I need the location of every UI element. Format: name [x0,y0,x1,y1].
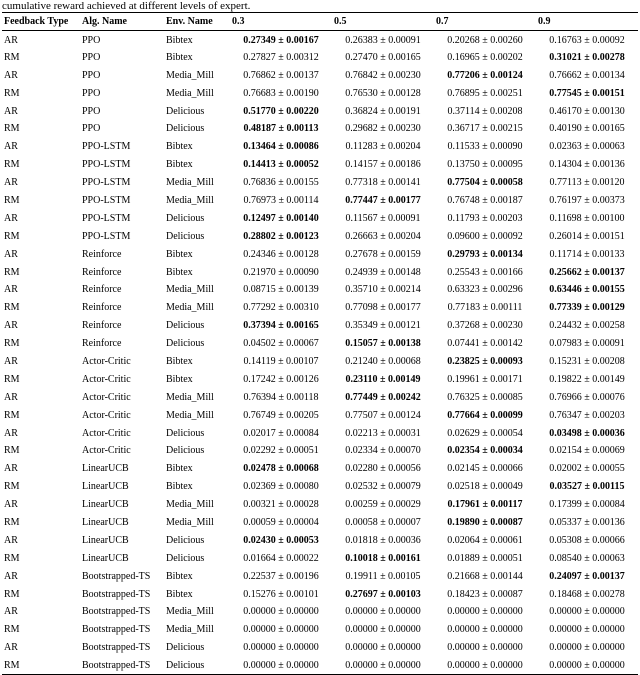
feedback-type-cell: AR [4,320,18,332]
value-cell: 0.02154 ± 0.00069 [549,445,625,457]
env-name-cell: Delicious [166,534,205,546]
value-cell: 0.00321 ± 0.00028 [243,499,319,511]
table-row [2,478,638,496]
env-name-cell: Media_Mill [166,69,214,81]
env-name-cell: Bibtex [166,248,193,260]
env-name-cell: Bibtex [166,373,193,385]
env-name-cell: Delicious [166,552,205,564]
value-cell: 0.02518 ± 0.00049 [447,481,523,493]
value-cell: 0.07983 ± 0.00091 [549,338,625,350]
table-row [2,621,638,639]
value-cell: 0.17399 ± 0.00084 [549,499,625,511]
alg-name-cell: PPO [82,34,101,46]
alg-name-cell: Bootstrapped-TS [82,588,151,600]
value-cell: 0.01889 ± 0.00051 [447,552,523,564]
value-cell: 0.76662 ± 0.00134 [549,69,625,81]
table-row [2,317,638,335]
alg-name-cell: PPO-LSTM [82,194,131,206]
alg-name-cell: Actor-Critic [82,427,131,439]
value-cell: 0.01818 ± 0.00036 [345,534,421,546]
value-cell: 0.00000 ± 0.00000 [447,606,523,618]
alg-name-cell: LinearUCB [82,552,129,564]
value-cell: 0.02363 ± 0.00063 [549,141,625,153]
alg-name-cell: Reinforce [82,266,122,278]
table-body [2,31,638,675]
feedback-type-cell: AR [4,69,18,81]
value-cell: 0.16763 ± 0.00092 [549,34,625,46]
env-name-cell: Bibtex [166,481,193,493]
table-row [2,567,638,585]
value-cell: 0.26014 ± 0.00151 [549,230,625,242]
value-cell: 0.77206 ± 0.00124 [447,69,523,81]
alg-name-cell: PPO-LSTM [82,212,131,224]
value-cell: 0.11698 ± 0.00100 [549,212,625,224]
table-row [2,370,638,388]
env-name-cell: Bibtex [166,141,193,153]
feedback-type-cell: RM [4,123,20,135]
table-row [2,353,638,371]
env-name-cell: Delicious [166,427,205,439]
env-name-cell: Bibtex [166,588,193,600]
table-row [2,192,638,210]
value-cell: 0.05308 ± 0.00066 [549,534,625,546]
env-name-cell: Media_Mill [166,284,214,296]
alg-name-cell: Bootstrapped-TS [82,624,151,636]
table-row [2,209,638,227]
alg-name-cell: Bootstrapped-TS [82,606,151,618]
value-cell: 0.00000 ± 0.00000 [243,642,319,654]
alg-name-cell: Bootstrapped-TS [80,657,164,675]
value-cell: 0.40190 ± 0.00165 [549,123,625,135]
value-cell: 0.11793 ± 0.00203 [447,212,523,224]
env-name-cell: Delicious [166,212,205,224]
feedback-type-cell: RM [4,481,20,493]
feedback-type-cell: RM [4,516,20,528]
alg-name-cell: Actor-Critic [82,409,131,421]
value-cell: 0.00000 ± 0.00000 [345,606,421,618]
alg-name-cell: Actor-Critic [82,373,131,385]
value-cell: 0.24346 ± 0.00128 [243,248,319,260]
feedback-type-cell: AR [4,284,18,296]
env-name-cell: Delicious [166,642,205,654]
value-cell: 0.76683 ± 0.00190 [243,87,319,99]
table-row [2,603,638,621]
alg-name-cell: Reinforce [82,284,122,296]
alg-name-cell: PPO-LSTM [82,141,131,153]
value-cell: 0.14157 ± 0.00186 [345,159,421,171]
value-cell: 0.77098 ± 0.00177 [345,302,421,314]
value-cell: 0.11567 ± 0.00091 [345,212,421,224]
value-cell: 0.35710 ± 0.00214 [345,284,421,296]
value-cell: 0.17242 ± 0.00126 [243,373,319,385]
value-cell: 0.00000 ± 0.00000 [345,642,421,654]
value-cell: 0.76197 ± 0.00373 [549,194,625,206]
alg-name-cell: PPO [82,69,101,81]
value-cell: 0.23110 ± 0.00149 [345,373,421,385]
value-cell: 0.25662 ± 0.00137 [549,266,625,278]
value-cell: 0.02354 ± 0.00034 [447,445,523,457]
env-name-cell: Delicious [166,320,205,332]
alg-name-cell: Actor-Critic [82,355,131,367]
header-level-0-5: 0.5 [332,13,434,31]
feedback-type-cell: AR [4,391,18,403]
env-name-cell: Delicious [166,105,205,117]
feedback-type-cell: RM [2,657,80,675]
value-cell: 0.00059 ± 0.00004 [243,516,319,528]
feedback-type-cell: AR [4,642,18,654]
value-cell: 0.08540 ± 0.00063 [549,552,625,564]
value-cell: 0.00259 ± 0.00029 [345,499,421,511]
value-cell: 0.20268 ± 0.00260 [447,34,523,46]
value-cell: 0.00000 ± 0.00000 [536,657,638,675]
alg-name-cell: LinearUCB [82,516,129,528]
header-env-name: Env. Name [164,13,230,31]
alg-name-cell: Reinforce [82,320,122,332]
value-cell: 0.27697 ± 0.00103 [345,588,421,600]
value-cell: 0.11533 ± 0.00090 [447,141,523,153]
value-cell: 0.27349 ± 0.00167 [243,34,319,46]
env-name-cell: Delicious [166,338,205,350]
feedback-type-cell: RM [4,588,20,600]
value-cell: 0.02430 ± 0.00053 [243,534,319,546]
table-row [2,549,638,567]
value-cell: 0.77339 ± 0.00129 [549,302,625,314]
value-cell: 0.00058 ± 0.00007 [345,516,421,528]
value-cell: 0.29793 ± 0.00134 [447,248,523,260]
alg-name-cell: Reinforce [82,338,122,350]
value-cell: 0.77318 ± 0.00141 [345,177,421,189]
value-cell: 0.77545 ± 0.00151 [549,87,625,99]
value-cell: 0.28802 ± 0.00123 [243,230,319,242]
value-cell: 0.02629 ± 0.00054 [447,427,523,439]
value-cell: 0.01664 ± 0.00022 [243,552,319,564]
alg-name-cell: PPO [82,105,101,117]
value-cell: 0.76749 ± 0.00205 [243,409,319,421]
alg-name-cell: LinearUCB [82,534,129,546]
value-cell: 0.02478 ± 0.00068 [243,463,319,475]
value-cell: 0.00000 ± 0.00000 [434,657,536,675]
value-cell: 0.23825 ± 0.00093 [447,355,523,367]
header-feedback-type: Feedback Type [2,13,80,31]
feedback-type-cell: RM [4,338,20,350]
table-row [2,138,638,156]
value-cell: 0.19822 ± 0.00149 [549,373,625,385]
value-cell: 0.51770 ± 0.00220 [243,105,319,117]
header-level-0-3: 0.3 [230,13,332,31]
feedback-type-cell: AR [4,499,18,511]
feedback-type-cell: RM [4,159,20,171]
value-cell: 0.00000 ± 0.00000 [447,642,523,654]
value-cell: 0.77292 ± 0.00310 [243,302,319,314]
table-row [2,102,638,120]
value-cell: 0.76836 ± 0.00155 [243,177,319,189]
value-cell: 0.07441 ± 0.00142 [447,338,523,350]
value-cell: 0.77504 ± 0.00058 [447,177,523,189]
value-cell: 0.15276 ± 0.00101 [243,588,319,600]
env-name-cell: Media_Mill [166,87,214,99]
table-row [2,84,638,102]
value-cell: 0.17961 ± 0.00117 [447,499,523,511]
alg-name-cell: PPO [82,87,101,99]
env-name-cell: Delicious [164,657,230,675]
value-cell: 0.76394 ± 0.00118 [243,391,319,403]
value-cell: 0.00000 ± 0.00000 [345,624,421,636]
alg-name-cell: PPO [82,51,101,63]
value-cell: 0.77113 ± 0.00120 [549,177,625,189]
value-cell: 0.00000 ± 0.00000 [447,624,523,636]
feedback-type-cell: AR [4,34,18,46]
value-cell: 0.02292 ± 0.00051 [243,445,319,457]
value-cell: 0.76973 ± 0.00114 [243,194,319,206]
feedback-type-cell: AR [4,355,18,367]
env-name-cell: Bibtex [166,159,193,171]
table-row [2,174,638,192]
results-table [2,12,638,675]
value-cell: 0.16965 ± 0.00202 [447,51,523,63]
value-cell: 0.76842 ± 0.00230 [345,69,421,81]
alg-name-cell: Bootstrapped-TS [82,570,151,582]
value-cell: 0.02017 ± 0.00084 [243,427,319,439]
value-cell: 0.10018 ± 0.00161 [345,552,421,564]
value-cell: 0.02064 ± 0.00061 [447,534,523,546]
value-cell: 0.27827 ± 0.00312 [243,51,319,63]
env-name-cell: Media_Mill [166,409,214,421]
env-name-cell: Delicious [166,230,205,242]
table-row [2,31,638,49]
env-name-cell: Media_Mill [166,302,214,314]
value-cell: 0.15057 ± 0.00138 [345,338,421,350]
header-level-0-7: 0.7 [434,13,536,31]
env-name-cell: Media_Mill [166,624,214,636]
value-cell: 0.25543 ± 0.00166 [447,266,523,278]
alg-name-cell: LinearUCB [82,481,129,493]
value-cell: 0.18423 ± 0.00087 [447,588,523,600]
value-cell: 0.19961 ± 0.00171 [447,373,523,385]
alg-name-cell: PPO-LSTM [82,230,131,242]
env-name-cell: Bibtex [166,266,193,278]
value-cell: 0.63446 ± 0.00155 [549,284,625,296]
value-cell: 0.63323 ± 0.00296 [447,284,523,296]
feedback-type-cell: RM [4,51,20,63]
feedback-type-cell: RM [4,87,20,99]
table-caption: cumulative reward achieved at different levels of expert. [2,0,251,12]
value-cell: 0.26663 ± 0.00204 [345,230,421,242]
value-cell: 0.76895 ± 0.00251 [447,87,523,99]
value-cell: 0.11283 ± 0.00204 [345,141,421,153]
value-cell: 0.00000 ± 0.00000 [549,642,625,654]
env-name-cell: Media_Mill [166,194,214,206]
table-row [2,263,638,281]
value-cell: 0.77664 ± 0.00099 [447,409,523,421]
feedback-type-cell: AR [4,177,18,189]
env-name-cell: Bibtex [166,570,193,582]
feedback-type-cell: AR [4,463,18,475]
value-cell: 0.27470 ± 0.00165 [345,51,421,63]
value-cell: 0.05337 ± 0.00136 [549,516,625,528]
value-cell: 0.12497 ± 0.00140 [243,212,319,224]
value-cell: 0.77447 ± 0.00177 [345,194,421,206]
env-name-cell: Media_Mill [166,391,214,403]
value-cell: 0.26383 ± 0.00091 [345,34,421,46]
feedback-type-cell: AR [4,248,18,260]
alg-name-cell: Actor-Critic [82,391,131,403]
alg-name-cell: Reinforce [82,302,122,314]
value-cell: 0.37114 ± 0.00208 [447,105,523,117]
value-cell: 0.24432 ± 0.00258 [549,320,625,332]
value-cell: 0.77449 ± 0.00242 [345,391,421,403]
value-cell: 0.76966 ± 0.00076 [549,391,625,403]
table-row [2,460,638,478]
env-name-cell: Delicious [166,123,205,135]
value-cell: 0.77183 ± 0.00111 [447,302,523,314]
value-cell: 0.18468 ± 0.00278 [549,588,625,600]
feedback-type-cell: AR [4,570,18,582]
alg-name-cell: Reinforce [82,248,122,260]
header-row [2,13,638,31]
value-cell: 0.04502 ± 0.00067 [243,338,319,350]
env-name-cell: Bibtex [166,463,193,475]
feedback-type-cell: RM [4,373,20,385]
feedback-type-cell: RM [4,409,20,421]
alg-name-cell: Bootstrapped-TS [82,642,151,654]
value-cell: 0.00000 ± 0.00000 [230,657,332,675]
value-cell: 0.19890 ± 0.00087 [447,516,523,528]
feedback-type-cell: AR [4,427,18,439]
value-cell: 0.02369 ± 0.00080 [243,481,319,493]
value-cell: 0.11714 ± 0.00133 [549,248,625,260]
table-row [2,585,638,603]
feedback-type-cell: RM [4,230,20,242]
feedback-type-cell: AR [4,606,18,618]
table-row [2,531,638,549]
value-cell: 0.14304 ± 0.00136 [549,159,625,171]
alg-name-cell: Actor-Critic [82,445,131,457]
value-cell: 0.21970 ± 0.00090 [243,266,319,278]
value-cell: 0.02334 ± 0.00070 [345,445,421,457]
value-cell: 0.76347 ± 0.00203 [549,409,625,421]
table-header [2,13,638,31]
env-name-cell: Bibtex [166,355,193,367]
value-cell: 0.00000 ± 0.00000 [243,606,319,618]
alg-name-cell: LinearUCB [82,499,129,511]
header-alg-name: Alg. Name [80,13,164,31]
table-row [2,299,638,317]
value-cell: 0.02213 ± 0.00031 [345,427,421,439]
value-cell: 0.02280 ± 0.00056 [345,463,421,475]
table-row [2,388,638,406]
value-cell: 0.37394 ± 0.00165 [243,320,319,332]
alg-name-cell: LinearUCB [82,463,129,475]
value-cell: 0.02532 ± 0.00079 [345,481,421,493]
feedback-type-cell: AR [4,105,18,117]
table-row [2,335,638,353]
value-cell: 0.37268 ± 0.00230 [447,320,523,332]
feedback-type-cell: RM [4,552,20,564]
table-row [2,514,638,532]
header-level-0-9: 0.9 [536,13,638,31]
feedback-type-cell: RM [4,266,20,278]
value-cell: 0.21240 ± 0.00068 [345,355,421,367]
value-cell: 0.76862 ± 0.00137 [243,69,319,81]
value-cell: 0.77507 ± 0.00124 [345,409,421,421]
env-name-cell: Bibtex [166,51,193,63]
value-cell: 0.14413 ± 0.00052 [243,159,319,171]
table-row [2,66,638,84]
feedback-type-cell: AR [4,534,18,546]
value-cell: 0.24097 ± 0.00137 [549,570,625,582]
value-cell: 0.00000 ± 0.00000 [549,606,625,618]
value-cell: 0.35349 ± 0.00121 [345,320,421,332]
value-cell: 0.27678 ± 0.00159 [345,248,421,260]
value-cell: 0.14119 ± 0.00107 [243,355,319,367]
feedback-type-cell: RM [4,194,20,206]
env-name-cell: Media_Mill [166,516,214,528]
table-row [2,281,638,299]
table-row [2,227,638,245]
value-cell: 0.76748 ± 0.00187 [447,194,523,206]
table-row [2,639,638,657]
value-cell: 0.03527 ± 0.00115 [549,481,625,493]
table-row [2,156,638,174]
value-cell: 0.76530 ± 0.00128 [345,87,421,99]
value-cell: 0.46170 ± 0.00130 [549,105,625,117]
value-cell: 0.31021 ± 0.00278 [549,51,625,63]
value-cell: 0.08715 ± 0.00139 [243,284,319,296]
table-row [2,496,638,514]
env-name-cell: Media_Mill [166,177,214,189]
value-cell: 0.29682 ± 0.00230 [345,123,421,135]
table-row [2,120,638,138]
value-cell: 0.36717 ± 0.00215 [447,123,523,135]
alg-name-cell: PPO [82,123,101,135]
env-name-cell: Media_Mill [166,606,214,618]
table-row [2,48,638,66]
alg-name-cell: PPO-LSTM [82,159,131,171]
value-cell: 0.76325 ± 0.00085 [447,391,523,403]
feedback-type-cell: RM [4,624,20,636]
value-cell: 0.00000 ± 0.00000 [549,624,625,636]
value-cell: 0.21668 ± 0.00144 [447,570,523,582]
feedback-type-cell: AR [4,212,18,224]
feedback-type-cell: AR [4,141,18,153]
value-cell: 0.00000 ± 0.00000 [332,657,434,675]
env-name-cell: Delicious [166,445,205,457]
value-cell: 0.02145 ± 0.00066 [447,463,523,475]
table-row [2,424,638,442]
table-row [2,406,638,424]
value-cell: 0.24939 ± 0.00148 [345,266,421,278]
feedback-type-cell: RM [4,445,20,457]
value-cell: 0.48187 ± 0.00113 [243,123,319,135]
env-name-cell: Media_Mill [166,499,214,511]
table-row [2,245,638,263]
value-cell: 0.19911 ± 0.00105 [345,570,421,582]
value-cell: 0.15231 ± 0.00208 [549,355,625,367]
env-name-cell: Bibtex [166,34,193,46]
value-cell: 0.09600 ± 0.00092 [447,230,523,242]
value-cell: 0.13464 ± 0.00086 [243,141,319,153]
alg-name-cell: PPO-LSTM [82,177,131,189]
value-cell: 0.03498 ± 0.00036 [549,427,625,439]
value-cell: 0.13750 ± 0.00095 [447,159,523,171]
value-cell: 0.02002 ± 0.00055 [549,463,625,475]
value-cell: 0.00000 ± 0.00000 [243,624,319,636]
table-row [2,442,638,460]
feedback-type-cell: RM [4,302,20,314]
value-cell: 0.22537 ± 0.00196 [243,570,319,582]
value-cell: 0.36824 ± 0.00191 [345,105,421,117]
